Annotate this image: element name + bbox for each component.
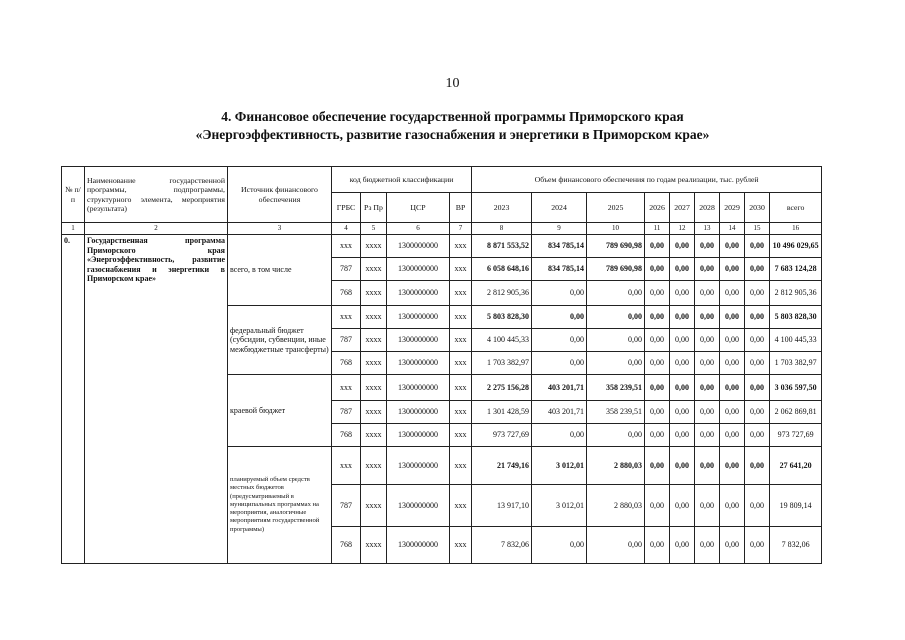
program-number: 0. [62,235,85,564]
year-value: 0,00 [587,527,645,564]
year-value: 0,00 [670,424,695,447]
grbs-code: 787 [332,329,361,352]
column-index-cell: 11 [645,223,670,235]
year-value: 0,00 [745,375,770,401]
rzpr-code: хххх [361,527,387,564]
total-value: 2 062 869,81 [770,401,822,424]
header-volume: Объем финансового обеспечения по годам реализации, тыс. рублей [472,167,822,193]
rzpr-code: хххх [361,258,387,281]
rzpr-code: хххх [361,447,387,485]
grbs-code: 768 [332,424,361,447]
year-value: 2 880,03 [587,447,645,485]
total-value: 7 832,06 [770,527,822,564]
year-value: 0,00 [745,401,770,424]
year-value: 0,00 [745,329,770,352]
year-value: 0,00 [695,352,720,375]
header-year: 2024 [532,193,587,223]
rzpr-code: хххх [361,424,387,447]
column-index-cell: 12 [670,223,695,235]
year-value: 789 690,98 [587,258,645,281]
year-value: 0,00 [587,329,645,352]
header-year: 2025 [587,193,645,223]
year-value: 3 012,01 [532,485,587,527]
year-value: 0,00 [532,424,587,447]
year-value: 0,00 [695,306,720,329]
csr-code: 1300000000 [387,424,450,447]
header-year: 2026 [645,193,670,223]
column-index-cell: 5 [361,223,387,235]
year-value: 0,00 [532,329,587,352]
year-value: 0,00 [645,258,670,281]
year-value: 358 239,51 [587,401,645,424]
funding-source: федеральный бюджет (субсидии, субвенции, иные межбюджетные трансферты) [228,306,332,375]
year-value: 0,00 [645,306,670,329]
csr-code: 1300000000 [387,352,450,375]
year-value: 0,00 [587,352,645,375]
total-value: 5 803 828,30 [770,306,822,329]
year-value: 2 275 156,28 [472,375,532,401]
header-year: 2029 [720,193,745,223]
grbs-code: 768 [332,527,361,564]
csr-code: 1300000000 [387,281,450,306]
total-value: 973 727,69 [770,424,822,447]
header-total: всего [770,193,822,223]
year-value: 0,00 [670,401,695,424]
vr-code: ххх [450,352,472,375]
year-value: 973 727,69 [472,424,532,447]
year-value: 0,00 [720,485,745,527]
year-value: 0,00 [745,352,770,375]
year-value: 0,00 [745,447,770,485]
csr-code: 1300000000 [387,401,450,424]
header-year: 2030 [745,193,770,223]
year-value: 0,00 [745,235,770,258]
total-value: 3 036 597,50 [770,375,822,401]
year-value: 0,00 [532,306,587,329]
year-value: 0,00 [670,306,695,329]
grbs-code: ххх [332,375,361,401]
year-value: 0,00 [745,306,770,329]
rzpr-code: хххх [361,235,387,258]
rzpr-code: хххх [361,485,387,527]
year-value: 0,00 [720,281,745,306]
vr-code: ххх [450,258,472,281]
grbs-code: ххх [332,447,361,485]
year-value: 0,00 [745,485,770,527]
year-value: 0,00 [645,527,670,564]
year-value: 0,00 [720,329,745,352]
year-value: 0,00 [645,281,670,306]
rzpr-code: хххх [361,329,387,352]
title-line-2: «Энергоэффективность, развитие газоснабжения и энергетики в Приморском крае» [195,127,710,142]
csr-code: 1300000000 [387,306,450,329]
grbs-code: 768 [332,352,361,375]
year-value: 0,00 [645,485,670,527]
vr-code: ххх [450,281,472,306]
csr-code: 1300000000 [387,329,450,352]
year-value: 13 917,10 [472,485,532,527]
year-value: 5 803 828,30 [472,306,532,329]
total-value: 2 812 905,36 [770,281,822,306]
vr-code: ххх [450,447,472,485]
vr-code: ххх [450,424,472,447]
rzpr-code: хххх [361,352,387,375]
rzpr-code: хххх [361,306,387,329]
year-value: 0,00 [670,352,695,375]
year-value: 0,00 [695,401,720,424]
vr-code: ххх [450,306,472,329]
column-index-cell: 10 [587,223,645,235]
rzpr-code: хххх [361,375,387,401]
year-value: 0,00 [645,352,670,375]
header-csr: ЦСР [387,193,450,223]
year-value: 0,00 [720,235,745,258]
year-value: 0,00 [587,281,645,306]
year-value: 0,00 [745,424,770,447]
csr-code: 1300000000 [387,375,450,401]
year-value: 0,00 [695,424,720,447]
year-value: 403 201,71 [532,401,587,424]
year-value: 0,00 [720,447,745,485]
page-number: 10 [445,76,460,91]
year-value: 0,00 [695,375,720,401]
year-value: 0,00 [720,258,745,281]
year-value: 0,00 [645,329,670,352]
grbs-code: ххх [332,306,361,329]
year-value: 0,00 [720,375,745,401]
column-index-cell: 9 [532,223,587,235]
year-value: 0,00 [670,258,695,281]
total-value: 27 641,20 [770,447,822,485]
total-value: 7 683 124,28 [770,258,822,281]
year-value: 0,00 [670,375,695,401]
grbs-code: 787 [332,401,361,424]
total-value: 1 703 382,97 [770,352,822,375]
grbs-code: 768 [332,281,361,306]
header-budget-class: код бюджетной классификации [332,167,472,193]
year-value: 0,00 [532,281,587,306]
grbs-code: 787 [332,258,361,281]
year-value: 2 812 905,36 [472,281,532,306]
csr-code: 1300000000 [387,235,450,258]
year-value: 0,00 [695,281,720,306]
year-value: 1 703 382,97 [472,352,532,375]
year-value: 0,00 [745,281,770,306]
column-index-cell: 4 [332,223,361,235]
year-value: 0,00 [670,281,695,306]
grbs-code: 787 [332,485,361,527]
column-index-cell: 3 [228,223,332,235]
year-value: 358 239,51 [587,375,645,401]
year-value: 4 100 445,33 [472,329,532,352]
year-value: 8 871 553,52 [472,235,532,258]
year-value: 0,00 [670,485,695,527]
rzpr-code: хххх [361,281,387,306]
header-name: Наименование государственной программы, подпрограммы, структурного элемента, мероприятия (результата) [85,167,228,223]
column-index-cell: 2 [85,223,228,235]
year-value: 834 785,14 [532,258,587,281]
rzpr-code: хххх [361,401,387,424]
year-value: 0,00 [720,352,745,375]
year-value: 6 058 648,16 [472,258,532,281]
csr-code: 1300000000 [387,258,450,281]
column-index-cell: 14 [720,223,745,235]
column-index-cell: 8 [472,223,532,235]
program-name: Государственная программа Приморского края «Энергоэффективность, развитие газоснабжения и энергетики в Приморском крае» [85,235,228,564]
header-year: 2028 [695,193,720,223]
year-value: 0,00 [720,527,745,564]
year-value: 7 832,06 [472,527,532,564]
year-value: 0,00 [720,401,745,424]
year-value: 0,00 [587,306,645,329]
year-value: 3 012,01 [532,447,587,485]
total-value: 10 496 029,65 [770,235,822,258]
year-value: 1 301 428,59 [472,401,532,424]
column-index-row [62,223,822,235]
year-value: 0,00 [670,329,695,352]
vr-code: ххх [450,235,472,258]
csr-code: 1300000000 [387,447,450,485]
header-year: 2023 [472,193,532,223]
year-value: 403 201,71 [532,375,587,401]
csr-code: 1300000000 [387,527,450,564]
year-value: 0,00 [645,375,670,401]
funding-source: краевой бюджет [228,375,332,447]
funding-source: всего, в том числе [228,235,332,306]
year-value: 0,00 [645,447,670,485]
vr-code: ххх [450,527,472,564]
total-value: 19 809,14 [770,485,822,527]
header-rzpr: Рз Пр [361,193,387,223]
year-value: 0,00 [695,235,720,258]
column-index-cell: 1 [62,223,85,235]
year-value: 0,00 [720,424,745,447]
financing-table [61,166,822,564]
year-value: 0,00 [532,527,587,564]
year-value: 0,00 [670,527,695,564]
year-value: 789 690,98 [587,235,645,258]
column-index-cell: 13 [695,223,720,235]
column-index-cell: 15 [745,223,770,235]
year-value: 0,00 [695,329,720,352]
year-value: 21 749,16 [472,447,532,485]
year-value: 0,00 [670,447,695,485]
year-value: 0,00 [695,485,720,527]
column-index-cell: 6 [387,223,450,235]
table-row [62,235,822,258]
vr-code: ххх [450,375,472,401]
year-value: 0,00 [745,258,770,281]
header-grbs: ГРБС [332,193,361,223]
grbs-code: ххх [332,235,361,258]
title-line-1: 4. Финансовое обеспечение государственной программы Приморского края [221,109,684,124]
funding-source: планируемый объем средств местных бюджетов (предусматриваемый в муниципальных программах на мероприятия, аналогичные мероприятиям государственной программы) [228,447,332,564]
year-value: 2 880,03 [587,485,645,527]
year-value: 0,00 [587,424,645,447]
year-value: 0,00 [695,527,720,564]
year-value: 0,00 [645,424,670,447]
year-value: 0,00 [745,527,770,564]
total-value: 4 100 445,33 [770,329,822,352]
year-value: 0,00 [670,235,695,258]
year-value: 0,00 [720,306,745,329]
header-vr: ВР [450,193,472,223]
vr-code: ххх [450,485,472,527]
year-value: 834 785,14 [532,235,587,258]
year-value: 0,00 [645,235,670,258]
year-value: 0,00 [532,352,587,375]
header-year: 2027 [670,193,695,223]
header-num: № п/п [62,167,85,223]
column-index-cell: 16 [770,223,822,235]
column-index-cell: 7 [450,223,472,235]
year-value: 0,00 [695,258,720,281]
document-title [0,108,905,144]
header-source: Источник финансового обеспечения [228,167,332,223]
vr-code: ххх [450,401,472,424]
csr-code: 1300000000 [387,485,450,527]
year-value: 0,00 [695,447,720,485]
vr-code: ххх [450,329,472,352]
year-value: 0,00 [645,401,670,424]
